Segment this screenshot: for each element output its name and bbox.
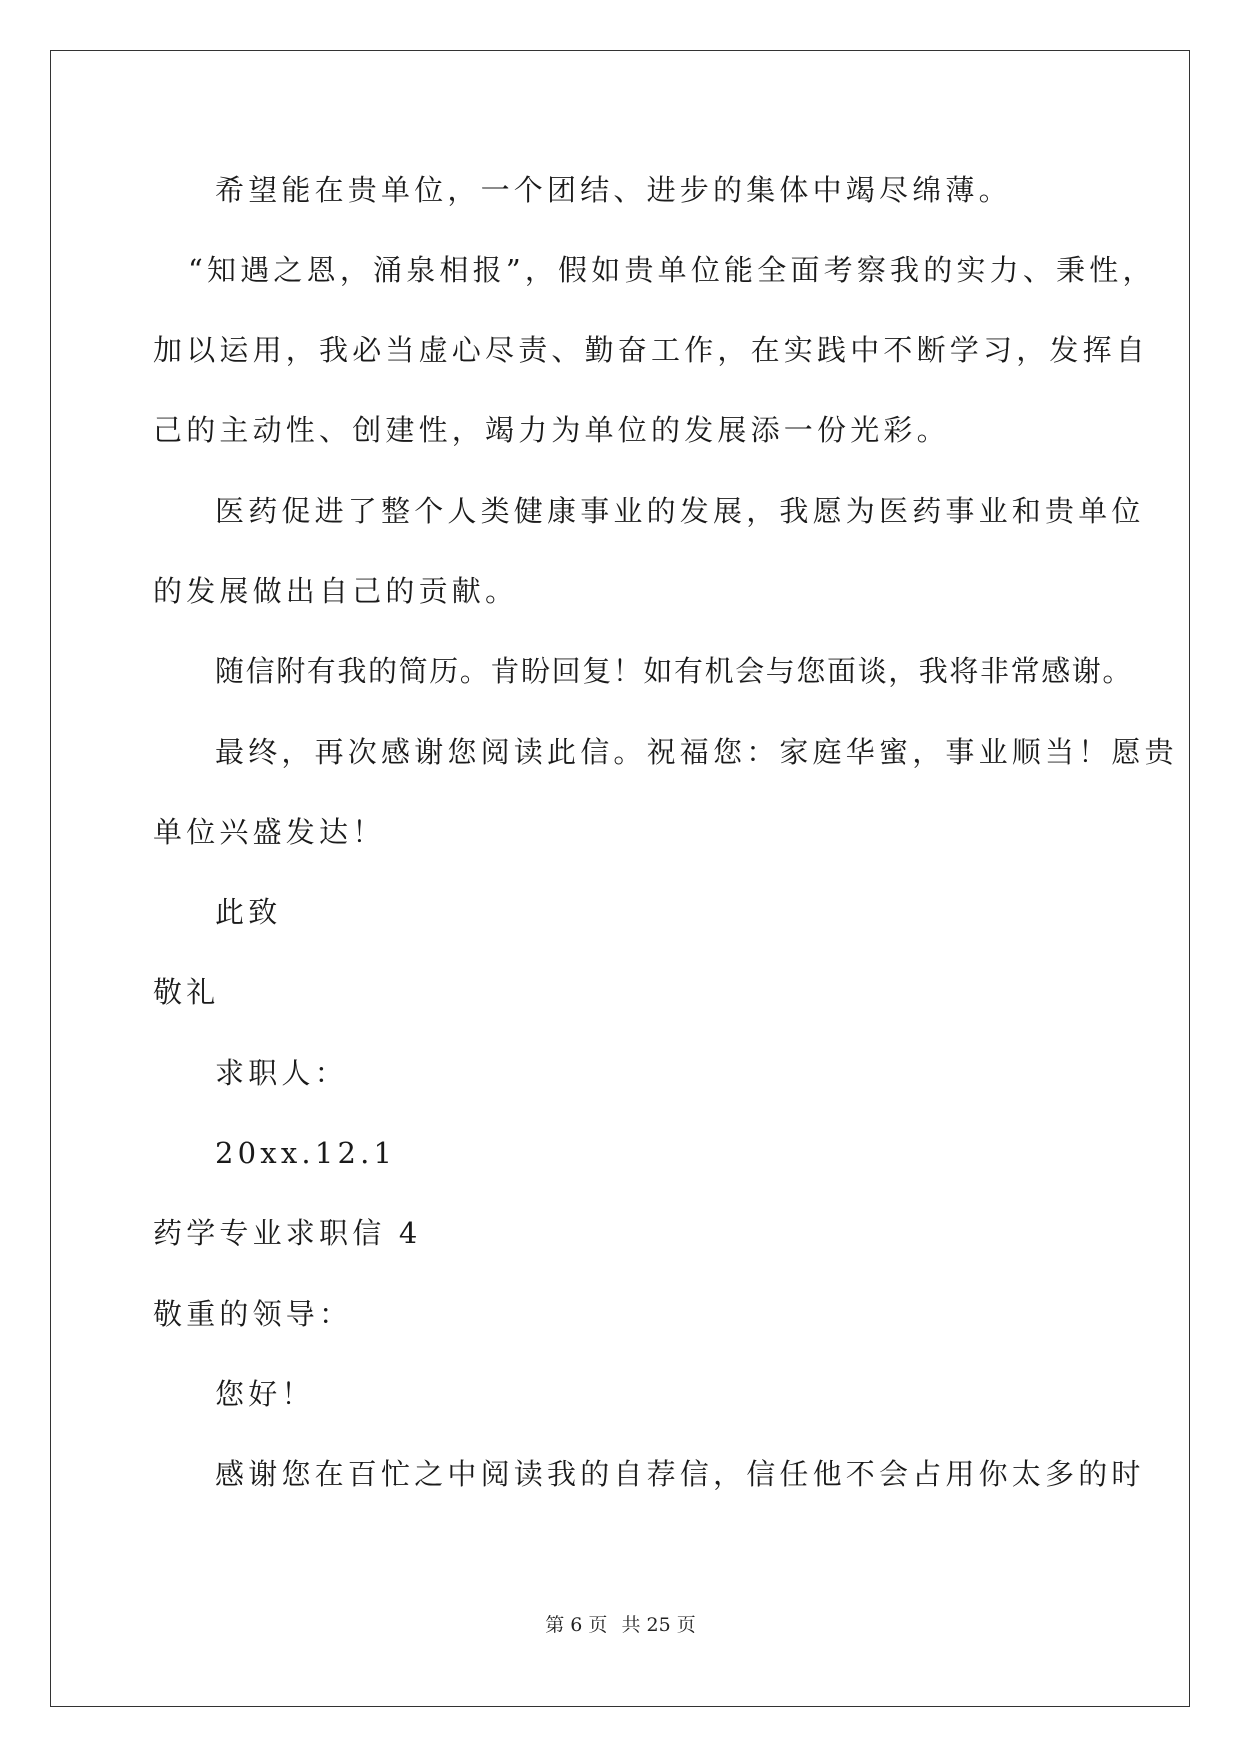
text-line-15: 敬重的领导： [153,1297,353,1331]
text-line-6: 的发展做出自己的贡献。 [153,574,519,608]
page-number: 第 6 页 [545,1614,608,1636]
text-line-4: 己的主动性、创建性，竭力为单位的发展添一份光彩。 [153,413,950,447]
text-line-5: 医药促进了整个人类健康事业的发展，我愿为医药事业和贵单位 [215,494,1145,528]
page-footer [0,1613,1241,1637]
text-line-10: 此致 [215,895,282,929]
page-total: 共 25 页 [621,1614,696,1636]
text-line-16: 您好！ [215,1377,315,1411]
text-line-13: 20xx.12.1 [215,1136,397,1170]
text-line-12: 求职人： [215,1056,348,1090]
text-line-7: 随信附有我的简历。肯盼回复！如有机会与您面谈，我将非常感谢。 [215,654,1134,688]
text-line-1: 希望能在贵单位，一个团结、进步的集体中竭尽绵薄。 [215,173,1012,207]
text-line-3: 加以运用，我必当虚心尽责、勤奋工作，在实践中不断学习，发挥自 [153,333,1150,367]
text-line-17: 感谢您在百忙之中阅读我的自荐信，信任他不会占用你太多的时 [215,1457,1145,1491]
text-line-2: “知遇之恩，涌泉相报”，假如贵单位能全面考察我的实力、秉性， [188,253,1156,287]
text-line-11: 敬礼 [153,975,220,1009]
text-line-9: 单位兴盛发达！ [153,815,386,849]
text-line-8: 最终，再次感谢您阅读此信。祝福您：家庭华蜜，事业顺当！愿贵 [215,735,1178,769]
text-line-14: 药学专业求职信 4 [153,1216,422,1250]
